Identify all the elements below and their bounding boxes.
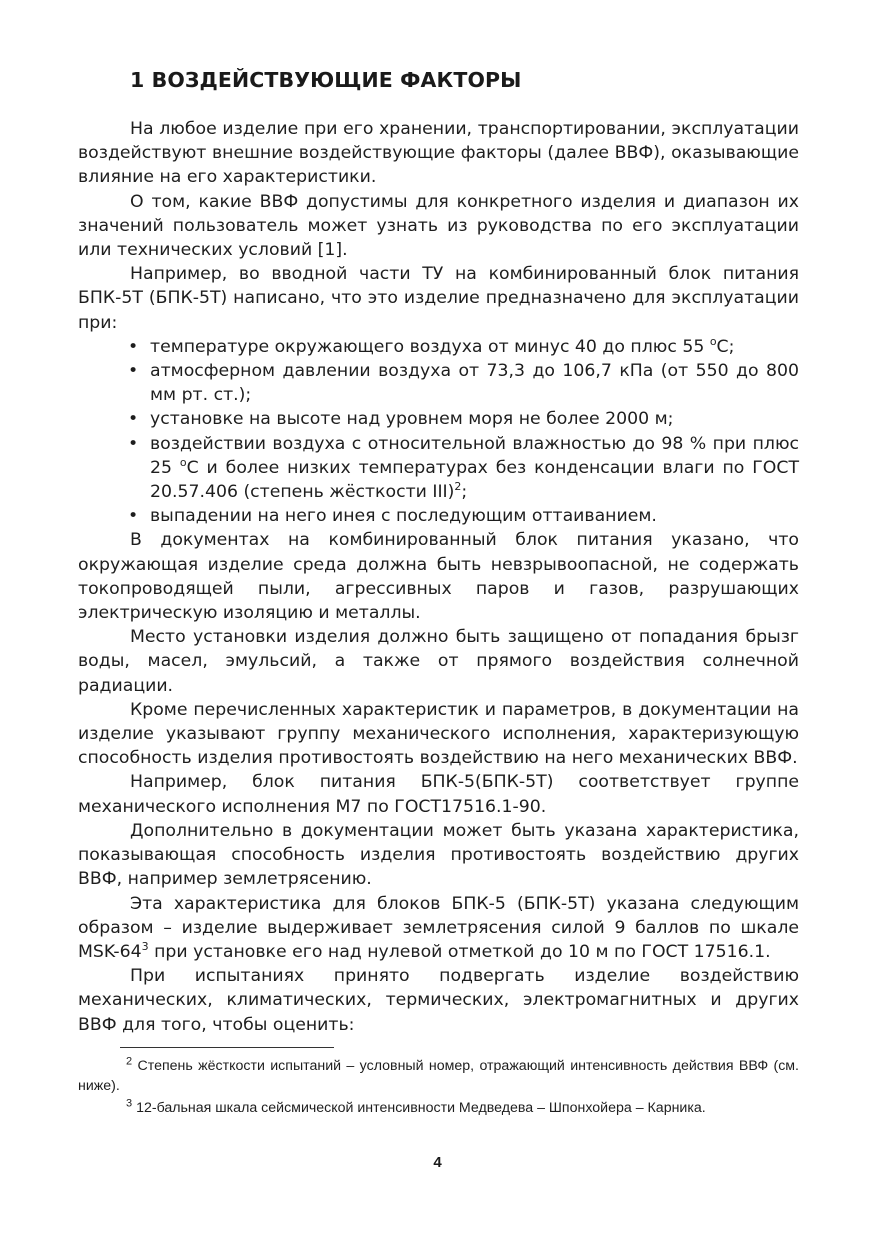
list-item: • выпадении на него инея с последующим оттаиванием. [150, 504, 799, 528]
conditions-list [78, 335, 799, 529]
paragraph-3: Например, во вводной части ТУ на комбинированный блок питания БПК-5Т (БПК-5Т) написано, что это изделие предназначено для эксплуатации при: [78, 264, 799, 333]
paragraph-6: Кроме перечисленных характеристик и параметров, в документации на изделие указывают группу механического исполнения, характеризующую способность изделия противостоять воздействию на него механических ВВФ. [78, 699, 799, 769]
paragraph-4: В документах на комбинированный блок питания указано, что окружающая изделие среда должна быть невзрывоопасной, не содержать токопроводящей пыли, агрессивных паров и газов, разрушающих электрическую изоляцию и металлы. [78, 530, 799, 624]
bullet-marker: • [128, 433, 139, 454]
paragraph-1: На любое изделие при его хранении, транспортировании, эксплуатации воздействуют внешние воздействующие факторы (далее ВВФ), оказывающие влияние на его характеристики. [78, 119, 799, 188]
body-text [78, 117, 799, 1037]
bullet-marker: • [128, 336, 139, 357]
paragraph-2: О том, какие ВВФ допустимы для конкретного изделия и диапазон их значений пользователь может узнать из руководства по его эксплуатации или технических условий [1]. [78, 191, 799, 261]
paragraph-5: Место установки изделия должно быть защищено от попадания брызг воды, масел, эмульсий, а также от прямого воздействия солнечной радиации. [78, 627, 799, 696]
paragraph-9: Эта характеристика для блоков БПК-5 (БПК-5Т) указана следующим образом – изделие выдерживает землетрясения силой 9 баллов по шкале MSK-$64^3$ при установке его над нулевой отметкой до 10 м по ГОСТ 17516.1. [78, 893, 799, 962]
section-heading: 1 ВОЗДЕЙСТВУЮЩИЕ ФАКТОРЫ [130, 68, 522, 92]
footnote-ref-2[interactable]: 2 [454, 480, 462, 494]
footnote-2: $^2$ Степень жёсткости испытаний – условный номер, отражающий интенсивность действия ВВФ (см. ниже). [78, 1055, 799, 1094]
list-item: • воздействии воздуха с относительной влажностью до 98 % при плюс 25 $^о$С и более низких температурах без конденсации влаги по ГОСТ 20.57.406 (степень жёсткости III)$^2$; [128, 433, 800, 503]
paragraph-10: При испытаниях принято подвергать изделие воздействию механических, климатических, термических, электромагнитных и других ВВФ для того, чтобы оценить: [78, 966, 799, 1035]
bullet-marker: • [128, 409, 139, 430]
footnote-ref-3[interactable]: 3 [141, 940, 149, 954]
footnote-3: $^3$ 12-бальная шкала сейсмической интенсивности Медведева – Шпонхойера – Карника. [126, 1097, 706, 1116]
bullet-marker: • [128, 361, 139, 382]
footnote-mark: 2 [126, 1055, 133, 1068]
paragraph-7: Например, блок питания БПК-5(БПК-5Т) соответствует группе механического исполнения М7 по ГОСТ17516.1-90. [78, 772, 799, 817]
paragraph-8: Дополнительно в документации может быть указана характеристика, показывающая способность изделия противостоять воздействию других ВВФ, например землетрясению. [78, 820, 799, 890]
list-item: • температуре окружающего воздуха от минус 40 до плюс 55 $^о$С; [150, 335, 799, 359]
footnote-separator [120, 1047, 334, 1048]
footnote-mark: 3 [126, 1097, 133, 1110]
bullet-marker: • [128, 506, 139, 527]
list-item: • установке на высоте над уровнем моря не более 2000 м; [150, 407, 799, 431]
list-item: • атмосферном давлении воздуха от 73,3 до 106,7 кПа (от 550 до 800 мм рт. ст.); [128, 361, 799, 406]
page-number: 4 [433, 1154, 442, 1171]
